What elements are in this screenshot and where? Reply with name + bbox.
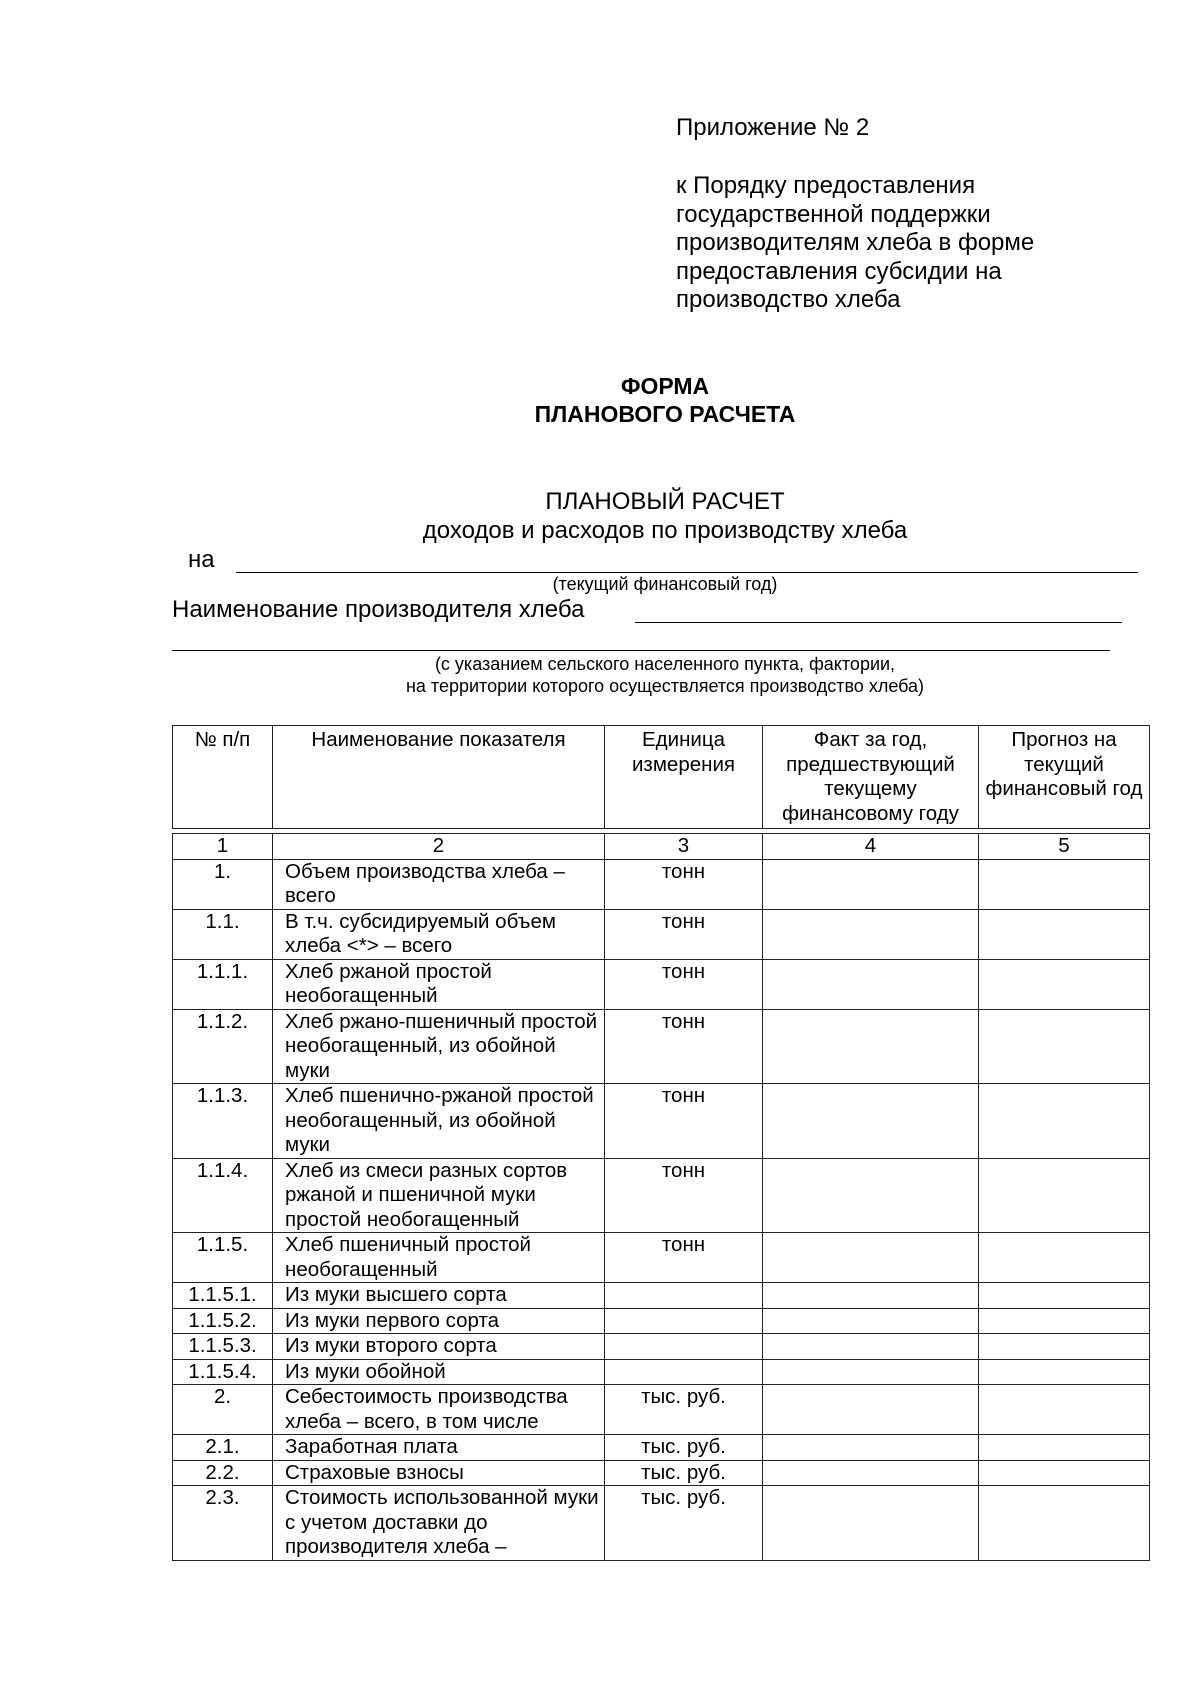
row-unit [605,1334,763,1360]
row-unit: тонн [605,859,763,909]
form-title-line: ПЛАНОВОГО РАСЧЕТА [534,401,796,427]
row-number: 1.1. [173,909,273,959]
header-number: № п/п [173,726,273,829]
producer-field[interactable] [172,596,1122,624]
row-number: 2.2. [173,1460,273,1486]
table-row [173,1385,1150,1435]
table-row [173,1158,1150,1233]
row-unit [605,1359,763,1385]
calculation-title [0,487,1200,545]
row-indicator-name: Хлеб ржаной простой необогащенный [273,959,605,1009]
row-fact-value[interactable] [763,1084,979,1159]
header-unit: Единица измерения [605,726,763,829]
row-forecast-value[interactable] [979,1334,1150,1360]
row-fact-value[interactable] [763,1486,979,1561]
row-indicator-name: Хлеб пшеничный простой необогащенный [273,1233,605,1283]
row-fact-value[interactable] [763,1283,979,1309]
table-header-row [173,726,1150,829]
row-number: 1.1.5.4. [173,1359,273,1385]
row-number: 2.1. [173,1435,273,1461]
table-row [173,909,1150,959]
row-fact-value[interactable] [763,1308,979,1334]
row-indicator-name: Себестоимость производства хлеба – всего, в том числе [273,1385,605,1435]
table-row [173,1486,1150,1561]
column-number: 1 [173,834,273,860]
column-number: 3 [605,834,763,860]
table-row [173,1460,1150,1486]
table-row [173,1233,1150,1283]
period-hint: (текущий финансовый год) [552,574,778,594]
appendix-header: Приложение № 2 [676,114,870,141]
table-row [173,1283,1150,1309]
row-unit: тонн [605,1084,763,1159]
row-fact-value[interactable] [763,1233,979,1283]
row-unit: тонн [605,1158,763,1233]
row-fact-value[interactable] [763,1385,979,1435]
form-title [0,372,1200,428]
row-number: 1.1.2. [173,1009,273,1084]
table-row [173,1009,1150,1084]
row-indicator-name: Хлеб из смеси разных сортов ржаной и пшеничной муки простой необогащенный [273,1158,605,1233]
row-forecast-value[interactable] [979,959,1150,1009]
row-unit: тыс. руб. [605,1435,763,1461]
column-number-row [173,834,1150,860]
row-forecast-value[interactable] [979,859,1150,909]
row-forecast-value[interactable] [979,1233,1150,1283]
appendix-line: к Порядку предоставления [676,172,976,199]
row-forecast-value[interactable] [979,1359,1150,1385]
appendix-line: государственной поддержки [676,200,991,228]
row-forecast-value[interactable] [979,1009,1150,1084]
row-unit: тонн [605,959,763,1009]
row-forecast-value[interactable] [979,1460,1150,1486]
row-number: 1.1.5.1. [173,1283,273,1309]
producer-hint-line: на территории которого осуществляется производство хлеба) [405,676,925,696]
form-title-line: ФОРМА [620,373,710,399]
row-indicator-name: Хлеб ржано-пшеничный простой необогащенный, из обойной муки [273,1009,605,1084]
row-unit: тыс. руб. [605,1460,763,1486]
calculation-title-line: ПЛАНОВЫЙ РАСЧЕТ [545,488,785,515]
table-row [173,1334,1150,1360]
row-indicator-name: Из муки высшего сорта [273,1283,605,1309]
table-row [173,1359,1150,1385]
row-number: 1.1.5.3. [173,1334,273,1360]
row-unit: тыс. руб. [605,1385,763,1435]
row-fact-value[interactable] [763,1460,979,1486]
column-number: 4 [763,834,979,860]
producer-hint-line: (с указанием сельского населенного пункта, фактории, [434,654,896,674]
header-fact: Факт за год, предшествующий текущему финансовому году [763,726,979,829]
row-number: 2.3. [173,1486,273,1561]
row-fact-value[interactable] [763,1359,979,1385]
appendix-text [676,172,1146,315]
period-field[interactable] [188,546,1138,574]
row-unit [605,1283,763,1309]
row-indicator-name: Заработная плата [273,1435,605,1461]
appendix-line: производителям хлеба в форме [676,229,1035,256]
producer-underline-2[interactable] [172,650,1110,651]
row-number: 1.1.4. [173,1158,273,1233]
row-indicator-name: Хлеб пшенично-ржаной простой необогащенный, из обойной муки [273,1084,605,1159]
row-forecast-value[interactable] [979,1435,1150,1461]
row-fact-value[interactable] [763,1158,979,1233]
row-unit [605,1308,763,1334]
row-number: 1. [173,859,273,909]
appendix-line: предоставления субсидии на [676,257,1002,285]
producer-underline [635,622,1122,623]
calculation-title-line: доходов и расходов по производству хлеба [422,517,908,544]
row-indicator-name: Страховые взносы [273,1460,605,1486]
row-indicator-name: Из муки второго сорта [273,1334,605,1360]
appendix-line: производство хлеба [676,286,901,313]
row-forecast-value[interactable] [979,1308,1150,1334]
row-forecast-value[interactable] [979,1385,1150,1435]
row-forecast-value[interactable] [979,1283,1150,1309]
row-number: 1.1.1. [173,959,273,1009]
row-indicator-name: Из муки обойной [273,1359,605,1385]
table-row [173,1084,1150,1159]
row-number: 1.1.5. [173,1233,273,1283]
period-underline [236,572,1138,573]
row-number: 1.1.3. [173,1084,273,1159]
row-indicator-name: В т.ч. субсидируемый объем хлеба <*> – всего [273,909,605,959]
row-number: 2. [173,1385,273,1435]
row-forecast-value[interactable] [979,909,1150,959]
row-fact-value[interactable] [763,909,979,959]
row-indicator-name: Стоимость использованной муки с учетом доставки до производителя хлеба – [273,1486,605,1561]
table-row [173,1308,1150,1334]
table-row [173,959,1150,1009]
table-row [173,1435,1150,1461]
header-indicator-name: Наименование показателя [273,726,605,829]
calculation-table [172,725,1150,1561]
producer-label: Наименование производителя хлеба [172,596,585,623]
row-forecast-value[interactable] [979,1158,1150,1233]
row-forecast-value[interactable] [979,1084,1150,1159]
row-unit: тыс. руб. [605,1486,763,1561]
row-fact-value[interactable] [763,959,979,1009]
row-indicator-name: Объем производства хлеба – всего [273,859,605,909]
row-unit: тонн [605,909,763,959]
table-row [173,859,1150,909]
period-label: на [188,546,215,573]
row-fact-value[interactable] [763,1009,979,1084]
producer-hint [0,653,1200,697]
row-unit: тонн [605,1233,763,1283]
row-number: 1.1.5.2. [173,1308,273,1334]
row-fact-value[interactable] [763,1334,979,1360]
column-number: 2 [273,834,605,860]
row-fact-value[interactable] [763,1435,979,1461]
row-indicator-name: Из муки первого сорта [273,1308,605,1334]
column-number: 5 [979,834,1150,860]
header-forecast: Прогноз на текущий финансовый год [979,726,1150,829]
row-forecast-value[interactable] [979,1486,1150,1561]
row-fact-value[interactable] [763,859,979,909]
row-unit: тонн [605,1009,763,1084]
